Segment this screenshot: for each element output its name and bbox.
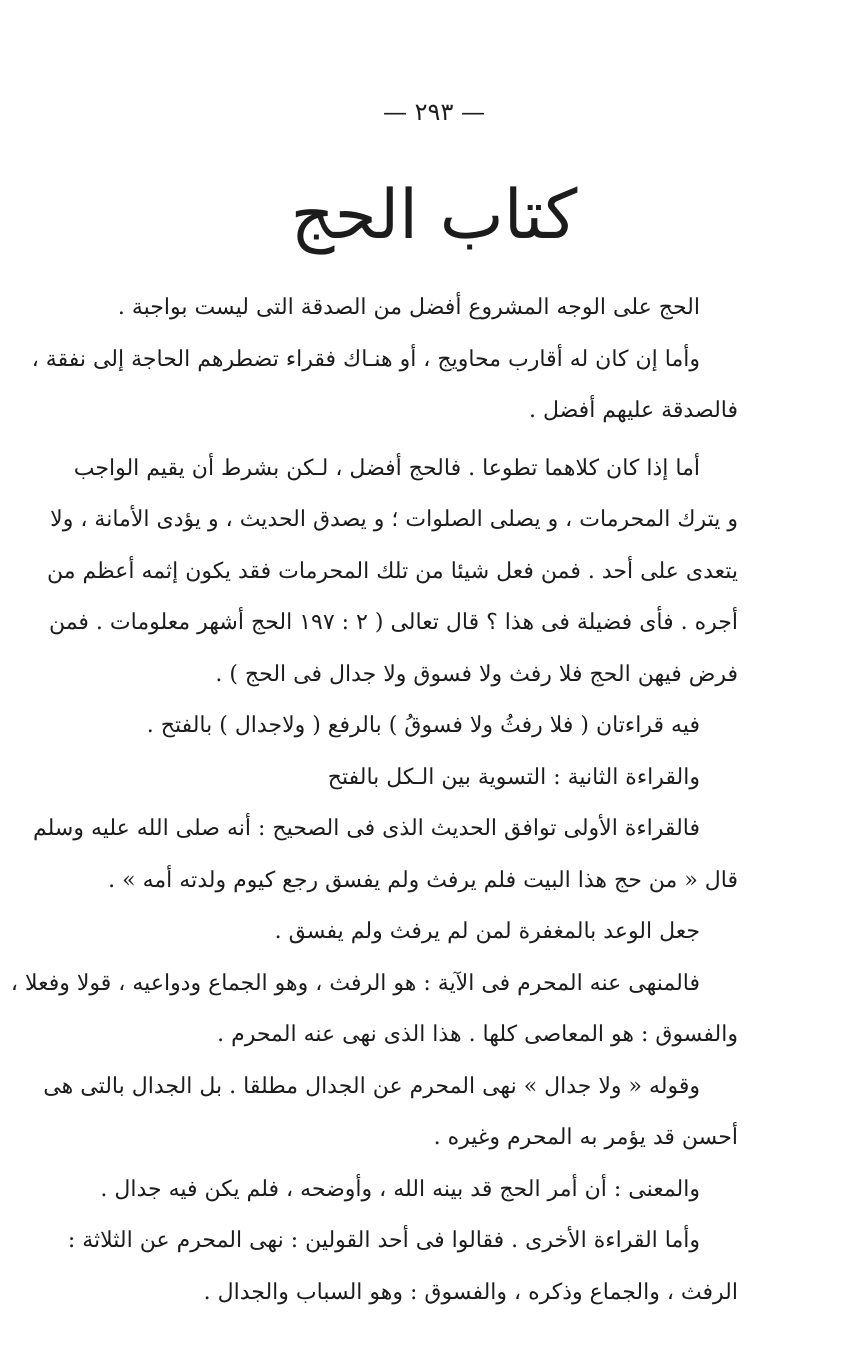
text-line: أما إذا كان كلاهما تطوعا . فالحج أفضل ، لـكن بشرط أن يقيم الواجب	[73, 455, 700, 481]
text-line: والقراءة الثانية : التسوية بين الـكل بالفتح	[327, 764, 700, 790]
text-line: أحسن قد يؤمر به المحرم وغيره .	[433, 1125, 738, 1150]
text-line: الرفث ، والجماع وذكره ، والفسوق : وهو السباب والجدال .	[203, 1279, 738, 1305]
text-line: والمعنى : أن أمر الحج قد بينه الله ، وأوضحه ، فلم يكن فيه جدال .	[100, 1176, 700, 1202]
text-line: فالقراءة الأولى توافق الحديث الذى فى الصحيح : أنه صلى الله عليه وسلم	[32, 816, 700, 841]
text-line: قال « من حج هذا البيت فلم يرفث ولم يفسق رجع كيوم ولدته أمه » .	[108, 867, 738, 893]
text-line: فيه قراءتان ( فلا رفثُ ولا فسوقُ ) بالرفع ( ولاجدال ) بالفتح .	[146, 713, 700, 738]
body-text	[10, 282, 738, 1318]
text-line: فرض فيهن الحج فلا رفث ولا فسوق ولا جدال فى الحج ) .	[215, 661, 738, 687]
page-number: — ٢٩٣ —	[383, 98, 485, 126]
text-line: جعل الوعد بالمغفرة لمن لم يرفث ولم يفسق .	[274, 919, 700, 944]
chapter-title: كتاب الحج	[290, 176, 578, 255]
text-line: يتعدى على أحد . فمن فعل شيئا من تلك المحرمات فقد يكون إثمه أعظم من	[47, 558, 738, 584]
text-line: الحج على الوجه المشروع أفضل من الصدقة التى ليست بواجبة .	[117, 295, 700, 320]
text-line: فالصدقة عليهم أفضل .	[528, 398, 738, 423]
text-line: فالمنهى عنه المحرم فى الآية : هو الرفث ، وهو الجماع ودواعيه ، قولا وفعلا ،	[10, 970, 700, 996]
text-line: أجره . فأى فضيلة فى هذا ؟ قال تعالى ( ٢ : ١٩٧ الحج أشهر معلومات . فمن	[48, 610, 738, 635]
text-line: وأما القراءة الأخرى . فقالوا فى أحد القولين : نهى المحرم عن الثلاثة :	[67, 1228, 700, 1253]
text-line: وأما إن كان له أقارب محاويج ، أو هنـاك فقراء تضطرهم الحاجة إلى نفقة ،	[31, 346, 700, 372]
text-line: و يترك المحرمات ، و يصلى الصلوات ؛ و يصدق الحديث ، و يؤدى الأمانة ، ولا	[50, 507, 738, 532]
text-line: والفسوق : هو المعاصى كلها . هذا الذى نهى عنه المحرم .	[217, 1022, 738, 1047]
text-line: وقوله « ولا جدال » نهى المحرم عن الجدال مطلقا . بل الجدال بالتى هى	[43, 1073, 700, 1099]
